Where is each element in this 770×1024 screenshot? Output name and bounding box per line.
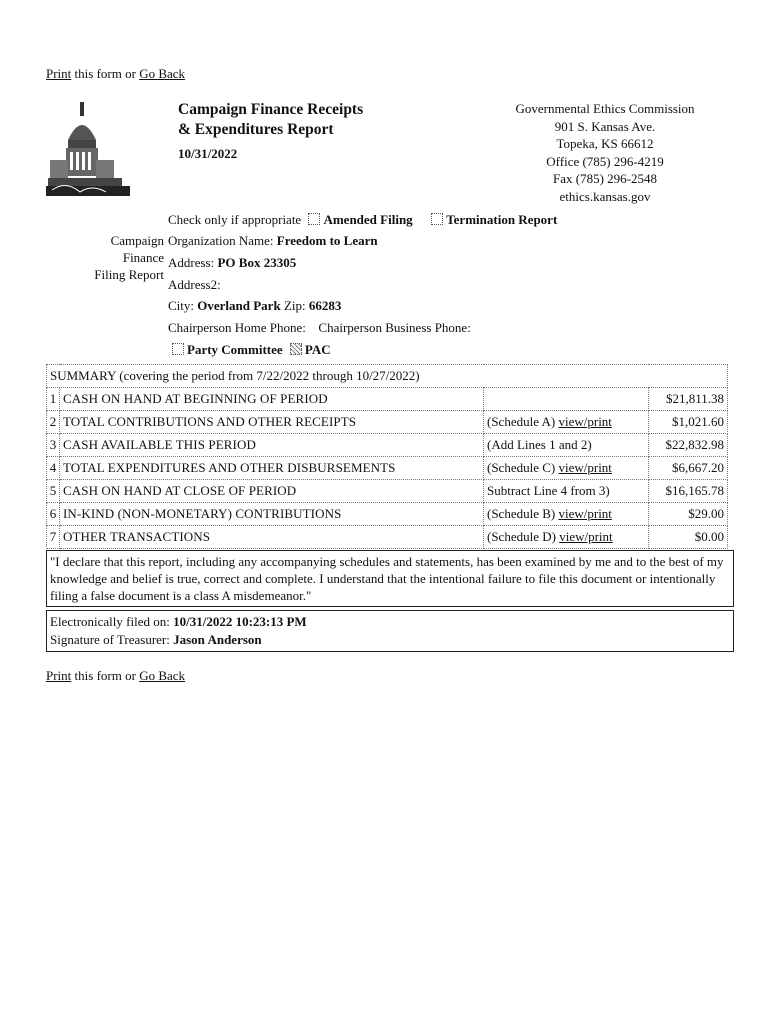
agency-name: Governmental Ethics Commission (515, 101, 695, 116)
address-label: Address: (168, 255, 215, 270)
row-description: CASH AVAILABLE THIS PERIOD (60, 434, 484, 457)
city-label: City: (168, 298, 195, 313)
go-back-link[interactable]: Go Back (139, 66, 186, 81)
termination-report-label: Termination Report (446, 212, 558, 227)
summary-row-2 (47, 411, 728, 434)
org-name-label: Organization Name: (168, 233, 274, 248)
row-amount: $22,832.98 (649, 434, 728, 457)
signature-row (50, 631, 730, 649)
report-title-line2: & Expenditures Report (178, 121, 334, 138)
termination-report-checkbox[interactable] (431, 213, 443, 225)
pac-checkbox[interactable] (290, 343, 302, 355)
kansas-capitol-logo (46, 100, 130, 200)
committee-type-row (168, 342, 331, 358)
row-schedule: (Schedule A) view/print (484, 411, 649, 434)
side-label-filing-report: Filing Report (94, 267, 164, 282)
side-label-finance: Finance (122, 250, 164, 265)
row-number: 3 (47, 434, 60, 457)
agency-street: 901 S. Kansas Ave. (554, 118, 656, 134)
nav-separator-text: this form or (71, 66, 140, 81)
row-description: CASH ON HAND AT BEGINNING OF PERIOD (60, 388, 484, 411)
schedule-c-view-print-link[interactable]: view/print (558, 460, 612, 475)
row-amount: $6,667.20 (649, 457, 728, 480)
side-label (72, 232, 164, 283)
row-number: 5 (47, 480, 60, 503)
row-number: 7 (47, 526, 60, 549)
agency-fax: Fax (785) 296-2548 (553, 171, 657, 186)
print-link[interactable]: Print (46, 66, 72, 81)
row-number: 4 (47, 457, 60, 480)
filed-on-value: 10/31/2022 10:23:13 PM (173, 614, 307, 629)
declaration-text: "I declare that this report, including any accompanying schedules and statements, has been examined by me and to the best of my knowledge and belief is true, correct and complete. I understand that the intentional failure to file this document or intentionally filing a false document is a class A misdemeanor." (46, 550, 734, 607)
row-schedule: (Schedule B) view/print (484, 503, 649, 526)
summary-row-1 (47, 388, 728, 411)
filed-on-row (50, 613, 730, 631)
city-zip-row (168, 298, 341, 314)
report-title-block (178, 100, 478, 162)
home-phone-label: Chairperson Home Phone: (168, 320, 306, 335)
agency-address-block (480, 100, 730, 205)
bottom-nav (46, 668, 185, 684)
schedule-d-view-print-link[interactable]: view/print (559, 529, 613, 544)
report-title-line1: Campaign Finance Receipts (178, 101, 364, 118)
city-value: Overland Park (197, 298, 281, 313)
row-amount: $16,165.78 (649, 480, 728, 503)
row-description: IN-KIND (NON-MONETARY) CONTRIBUTIONS (60, 503, 484, 526)
address-row (168, 255, 296, 271)
summary-row-3 (47, 434, 728, 457)
address2-label: Address2: (168, 277, 221, 292)
summary-header-row (47, 365, 728, 388)
row-number: 1 (47, 388, 60, 411)
summary-header: SUMMARY (covering the period from 7/22/2022 through 10/27/2022) (47, 365, 728, 388)
row-schedule: (Add Lines 1 and 2) (484, 434, 649, 457)
summary-table (46, 364, 728, 549)
print-link-bottom[interactable]: Print (46, 668, 72, 683)
row-amount: $29.00 (649, 503, 728, 526)
agency-website: ethics.kansas.gov (559, 188, 651, 204)
row-schedule: (Schedule D) view/print (484, 526, 649, 549)
zip-value: 66283 (308, 298, 342, 313)
row-schedule (484, 388, 649, 411)
row-description: TOTAL EXPENDITURES AND OTHER DISBURSEMENTS (60, 457, 484, 480)
row-description: CASH ON HAND AT CLOSE OF PERIOD (60, 480, 484, 503)
schedule-b-view-print-link[interactable]: view/print (558, 506, 612, 521)
report-date: 10/31/2022 (178, 146, 238, 161)
summary-row-6 (47, 503, 728, 526)
filing-signature-box (46, 610, 734, 652)
summary-row-5 (47, 480, 728, 503)
signature-value: Jason Anderson (173, 632, 262, 647)
row-description: TOTAL CONTRIBUTIONS AND OTHER RECEIPTS (60, 411, 484, 434)
filed-on-label: Electronically filed on: (50, 614, 170, 629)
address-value: PO Box 23305 (217, 255, 297, 270)
row-amount: $21,811.38 (649, 388, 728, 411)
row-schedule: Subtract Line 4 from 3) (484, 480, 649, 503)
party-committee-label: Party Committee (187, 342, 283, 357)
summary-row-4 (47, 457, 728, 480)
org-name-row (168, 233, 378, 249)
row-schedule: (Schedule C) view/print (484, 457, 649, 480)
amended-filing-label: Amended Filing (323, 212, 413, 227)
check-only-label: Check only if appropriate (168, 212, 302, 227)
nav-separator-text-bottom: this form or (71, 668, 140, 683)
row-amount: $0.00 (649, 526, 728, 549)
row-number: 6 (47, 503, 60, 526)
signature-label: Signature of Treasurer: (50, 632, 170, 647)
zip-label: Zip: (283, 298, 306, 313)
filing-type-row (168, 212, 557, 228)
top-nav (46, 66, 185, 82)
row-number: 2 (47, 411, 60, 434)
phone-row (168, 320, 471, 336)
agency-office-phone: Office (785) 296-4219 (546, 153, 664, 169)
schedule-a-view-print-link[interactable]: view/print (558, 414, 612, 429)
go-back-link-bottom[interactable]: Go Back (139, 668, 186, 683)
summary-row-7 (47, 526, 728, 549)
amended-filing-checkbox[interactable] (308, 213, 320, 225)
address2-row (168, 277, 221, 293)
party-committee-checkbox[interactable] (172, 343, 184, 355)
row-amount: $1,021.60 (649, 411, 728, 434)
business-phone-label: Chairperson Business Phone: (318, 320, 471, 335)
org-name-value: Freedom to Learn (276, 233, 378, 248)
row-description: OTHER TRANSACTIONS (60, 526, 484, 549)
agency-city: Topeka, KS 66612 (556, 136, 654, 151)
side-label-campaign: Campaign (110, 233, 164, 248)
pac-label: PAC (304, 342, 331, 357)
